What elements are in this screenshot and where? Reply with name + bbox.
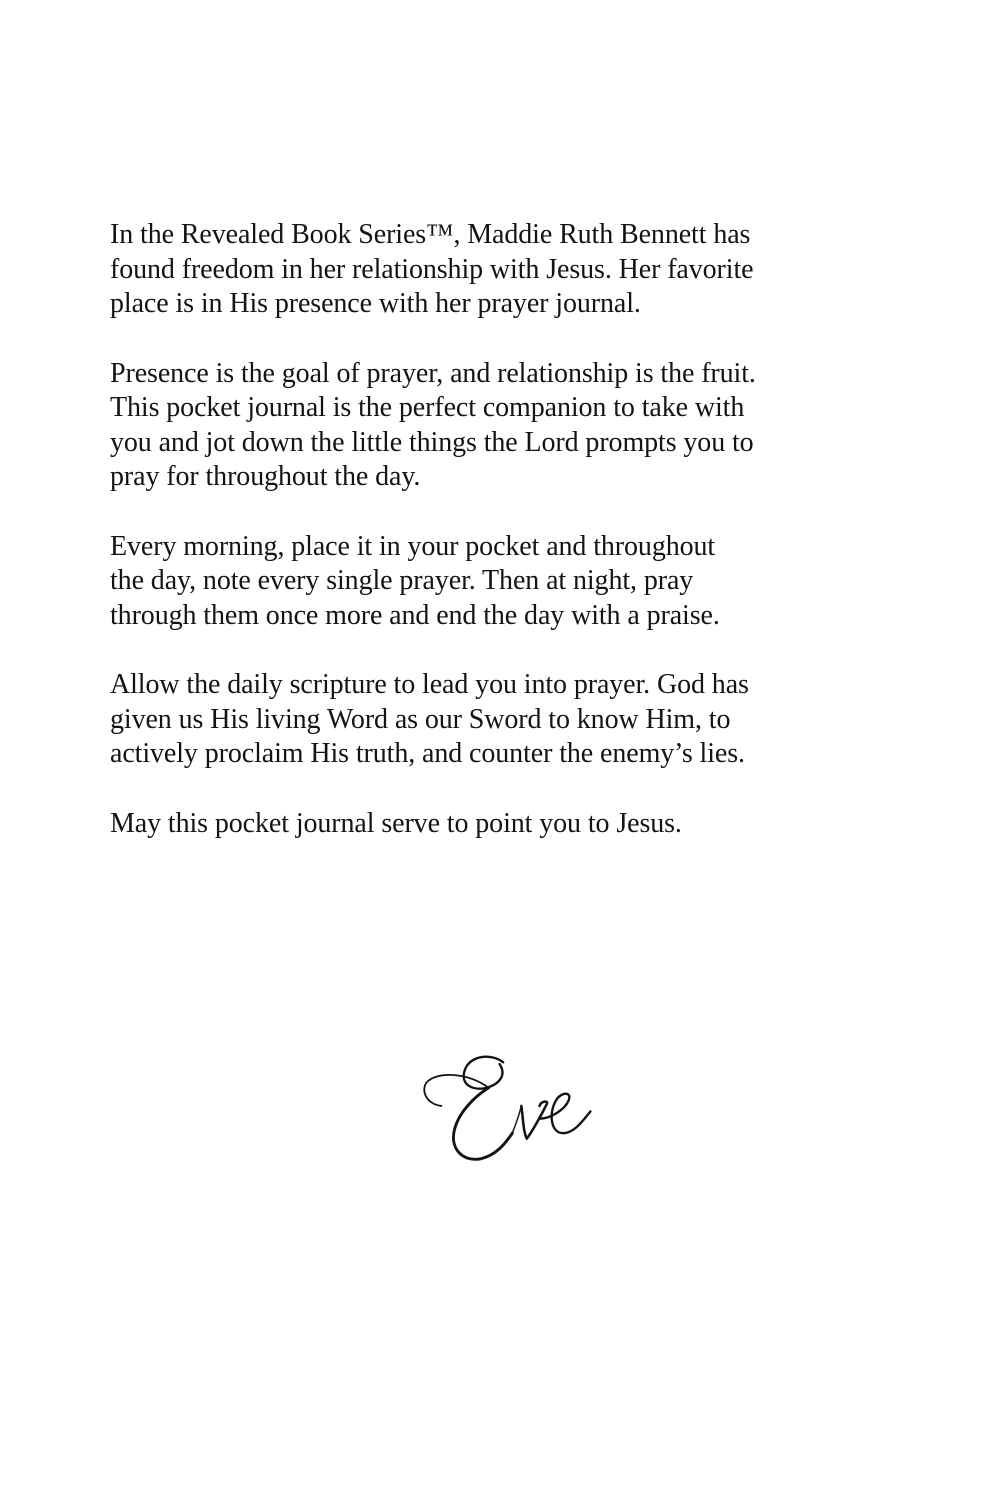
text-line: through them once more and end the day with a praise.	[110, 599, 720, 631]
paragraph-closing	[110, 807, 910, 842]
paragraph-intro	[110, 218, 910, 322]
text-line: Every morning, place it in your pocket and throughout	[110, 530, 716, 562]
text-line: Presence is the goal of prayer, and relationship is the fruit.	[110, 357, 756, 389]
signature	[405, 1035, 605, 1175]
text-line: place is in His presence with her prayer journal.	[110, 288, 641, 319]
text-line: you and jot down the little things the Lord prompts you to	[110, 426, 754, 458]
text-line: pray for throughout the day.	[110, 461, 421, 492]
text-line: found freedom in her relationship with Jesus. Her favorite	[110, 253, 754, 285]
text-line: Allow the daily scripture to lead you into prayer. God has	[110, 669, 749, 700]
text-line: actively proclaim His truth, and counter the enemy’s lies.	[110, 738, 745, 769]
signature-script-icon	[405, 1035, 605, 1175]
body-text	[110, 218, 910, 876]
text-line: given us His living Word as our Sword to know Him, to	[110, 703, 731, 735]
paragraph-presence	[110, 357, 910, 495]
paragraph-scripture	[110, 668, 910, 772]
text-line: In the Revealed Book Series™, Maddie Ruth Bennett has	[110, 219, 751, 250]
text-line: May this pocket journal serve to point you to Jesus.	[110, 807, 682, 839]
text-line: the day, note every single prayer. Then at night, pray	[110, 565, 694, 596]
paragraph-morning	[110, 530, 910, 634]
text-line: This pocket journal is the perfect companion to take with	[110, 392, 745, 423]
